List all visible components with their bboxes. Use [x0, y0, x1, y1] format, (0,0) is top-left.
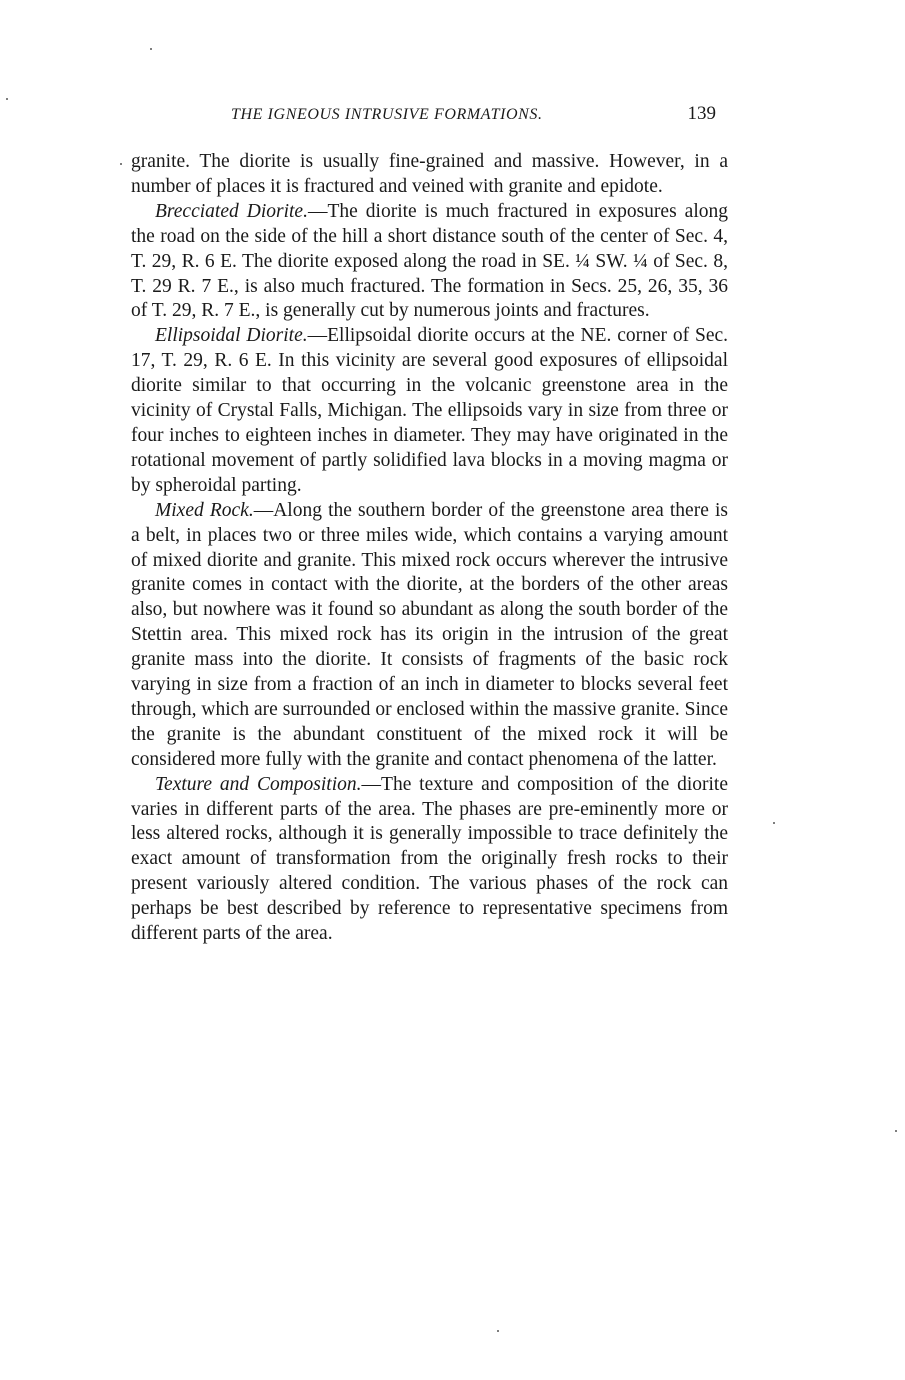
- paragraph-heading: Ellipsoidal Diorite.: [155, 325, 308, 347]
- paragraph-text: —Ellipsoidal diorite occurs at the NE. corner of Sec. 17, T. 29, R. 6 E. In this vicinity are several good exposures of ellipsoidal diorite similar to that occurring in the volcanic greenstone area in the vicinity of Crystal Falls, Michigan. The ellipsoids vary in size from three or four inches to eighteen inches in diameter. They may have originated in the rotational movement of partly solidified lava blocks in a moving magma or by spheroidal parting.: [131, 325, 728, 496]
- paragraph-text: —Along the southern border of the greenstone area there is a belt, in places two or three miles wide, which contains a varying amount of mixed diorite and granite. This mixed rock occurs wherever the intrusive granite comes in contact with the diorite, at the borders of the other areas also, but nowhere was it found so abundant as along the south border of the Stettin area. This mixed rock has its origin in the intrusion of the great granite mass into the diorite. It consists of fragments of the basic rock varying in size from a fraction of an inch in diameter to blocks several feet through, which are surrounded or enclosed within the massive granite. Since the granite is the abundant constituent of the mixed rock it will be considered more fully with the granite and contact phenomena of the latter.: [131, 499, 728, 770]
- running-title: THE IGNEOUS INTRUSIVE FORMATIONS.: [231, 106, 543, 123]
- paragraph-heading: Mixed Rock.: [155, 499, 254, 521]
- paragraph-ellipsoidal-diorite: [131, 324, 728, 498]
- page-number: 139: [687, 103, 716, 124]
- paragraph-texture-and-composition: [131, 773, 728, 947]
- body-text: [131, 150, 728, 947]
- running-head: [131, 103, 716, 130]
- paragraph-text: —The diorite is much fractured in exposures along the road on the side of the hill a short distance south of the center of Sec. 4, T. 29, R. 6 E. The diorite exposed along the road in SE. ¼ SW. ¼ of Sec. 8, T. 29 R. 7 E., is also much fractured. The formation in Secs. 25, 26, 35, 36 of T. 29, R. 7 E., is generally cut by numerous joints and fractures.: [131, 200, 729, 322]
- paragraph-brecciated-diorite: [131, 200, 728, 325]
- paragraph-text: —The texture and composition of the diorite varies in different parts of the area. The phases are pre-eminently more or less altered rocks, although it is generally impossible to trace definitely the exact amount of transformation from the originally fresh rocks to their present variously altered condition. The various phases of the rock can perhaps be best described by reference to representative specimens from different parts of the area.: [131, 773, 729, 945]
- paragraph-continuation: [131, 150, 728, 200]
- paragraph-text: granite. The diorite is usually fine-grained and massive. However, in a number of places it is fractured and veined with granite and epidote.: [131, 151, 728, 197]
- paragraph-heading: Brecciated Diorite.: [155, 200, 308, 222]
- paragraph-heading: Texture and Composition.: [155, 773, 362, 795]
- paragraph-mixed-rock: [131, 499, 728, 773]
